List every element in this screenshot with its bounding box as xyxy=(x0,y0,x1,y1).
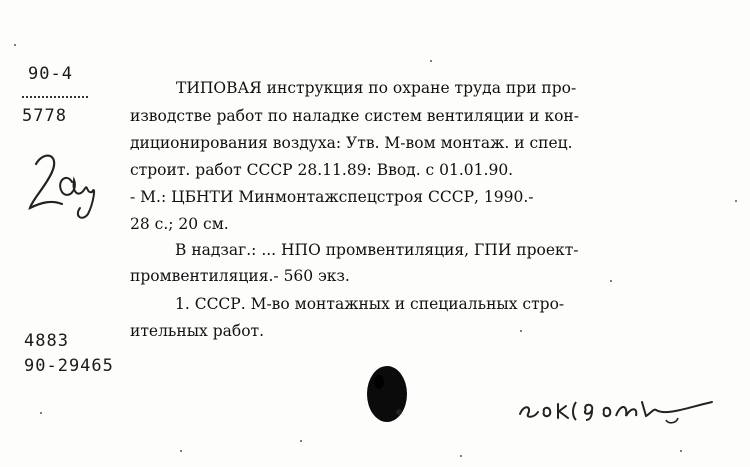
body-line: ительных работ. xyxy=(130,322,265,340)
sub-number: 5778 xyxy=(22,106,67,126)
speck xyxy=(610,280,612,282)
handwritten-note-right xyxy=(516,394,716,424)
speck xyxy=(430,60,432,62)
registration-number: 90-29465 xyxy=(24,356,114,376)
speck xyxy=(460,455,462,457)
body-line: ТИПОВАЯ инструкция по охране труда при про- xyxy=(176,79,577,97)
speck xyxy=(300,440,302,442)
divider xyxy=(22,96,88,98)
body-line: диционирования воздуха: Утв. М-вом монтаж. и спец. xyxy=(130,134,573,152)
body-line: промвентиляция.- 560 экз. xyxy=(130,267,350,285)
body-line: строит. работ СССР 28.11.89: Ввод. с 01.01.90. xyxy=(130,161,514,179)
body-line: - М.: ЦБНТИ Минмонтажспецстроя СССР, 1990.- xyxy=(130,188,534,206)
body-line: 28 с.; 20 см. xyxy=(130,215,229,233)
bottom-number: 4883 xyxy=(24,331,69,351)
speck xyxy=(40,412,42,414)
speck xyxy=(735,200,737,202)
body-line: В надзаг.: ... НПО промвентиляция, ГПИ проект- xyxy=(175,241,579,259)
speck xyxy=(14,44,16,46)
speck xyxy=(180,450,182,452)
speck xyxy=(520,330,522,332)
handwritten-note-left xyxy=(22,142,112,232)
class-number: 90-4 xyxy=(28,64,73,84)
body-line: 1. СССР. М-во монтажных и специальных стро- xyxy=(175,295,565,313)
punch-hole-blot xyxy=(363,360,411,426)
body-line: изводстве работ по наладке систем вентиляции и кон- xyxy=(130,107,579,125)
speck xyxy=(680,450,682,452)
